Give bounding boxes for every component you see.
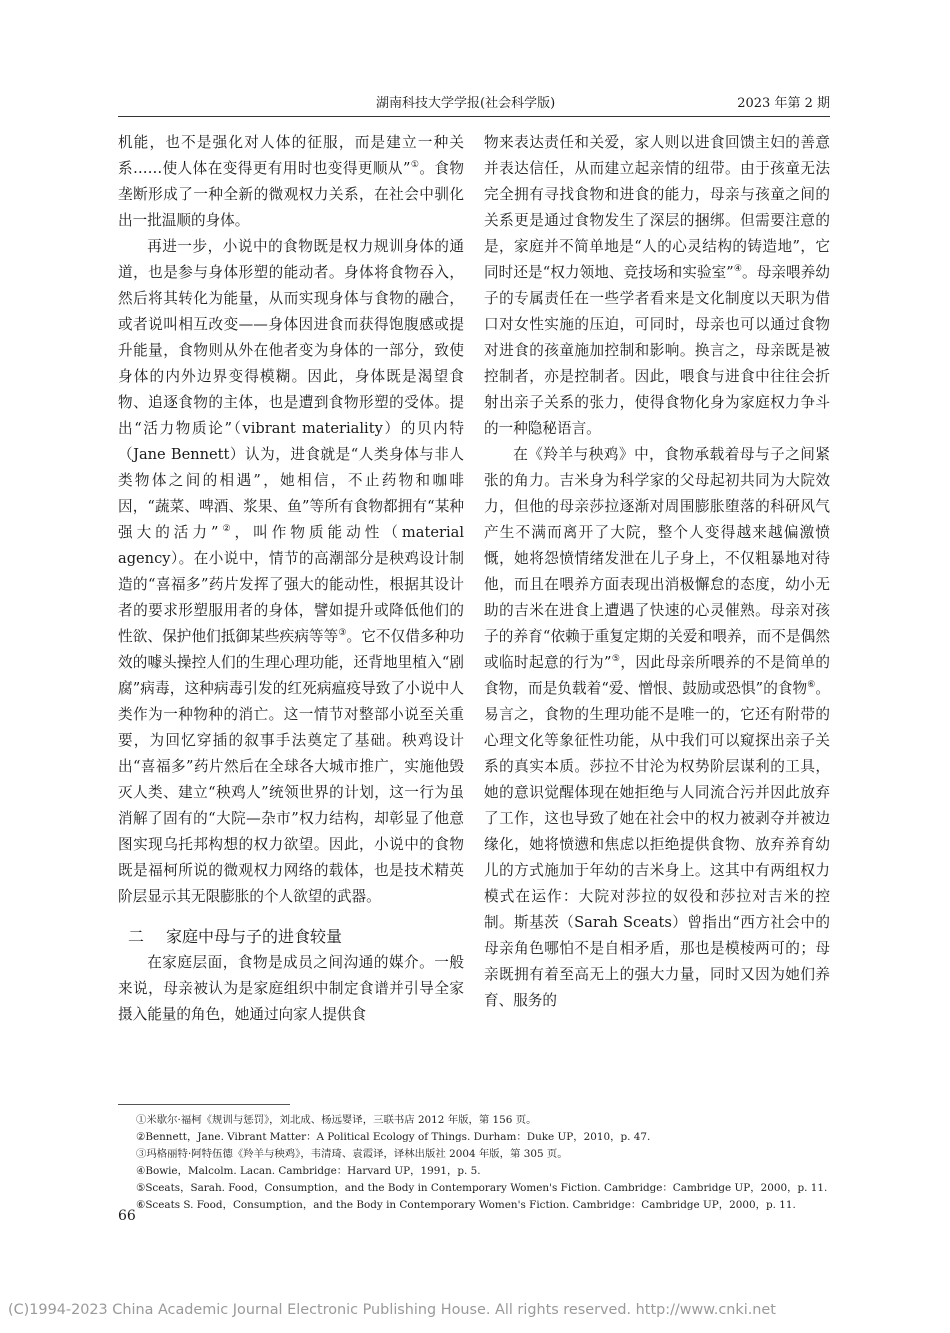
section-title: 家庭中母与子的进食较量 [166, 927, 343, 946]
footnote-rule [118, 1104, 290, 1105]
page-number: 66 [118, 1208, 136, 1224]
issue-label: 2023 年第 2 期 [737, 96, 830, 111]
footnote-ref: ② [218, 524, 235, 535]
journal-title: 湖南科技大学学报(社会科学版) [376, 96, 556, 111]
section-number: 二 [128, 927, 145, 946]
footnote-ref: ⑥ [807, 680, 816, 691]
paragraph: 再进一步，小说中的食物既是权力规训身体的通道，也是参与身体形塑的能动者。身体将食物吞入，然后将其转化为能量，从而实现身体与食物的融合，或者说叫相互改变——身体因进食而获得饱腹感或提升能量，食物则从外在他者变为身体的一部分，致使身体的内外边界变得模糊。因此，身体既是渴望食物、追逐食物的主体，也是遭到食物形塑的受体。提出“活力物质论”（vibrant materiality）的贝内特（Jane Bennett）认为，进食就是“人类身体与非人类物体之间的相遇”，她相信，不止药物和咖啡因，“蔬菜、啤酒、浆果、鱼”等所有食物都拥有“某种强大的活力”②，叫作物质能动性（material agency）。在小说中，情节的高潮部分是秧鸡设计制造的“喜福多”药片发挥了强大的能动性，根据其设计者的要求形塑服用者的身体，譬如提升或降低他们的性欲、保护他们抵御某些疾病等等③。它不仅借多种功效的噱头操控人们的生理心理功能，还背地里植入“剧腐”病毒，这种病毒引发的红死病瘟疫导致了小说中人类作为一种物种的消亡。这一情节对整部小说至关重要，为回忆穿插的叙事手法奠定了基础。秧鸡设计出“喜福多”药片然后在全球各大城市推广，实施他毁灭人类、建立“秧鸡人”统领世界的计划，这一行为虽消解了固有的“大院—杂市”权力结构，却彰显了他意图实现乌托邦构想的权力欲望。因此，小说中的食物既是福柯所说的微观权力网络的载体，也是技术精英阶层显示其无限膨胀的个人欲望的武器。 [118, 238, 464, 905]
section-heading [118, 924, 464, 950]
paragraph: 机能，也不是强化对人体的征服，而是建立一种关系……使人体在变得更有用时也变得更顺从”①。食物垄断形成了一种全新的微观权力关系，在社会中驯化出一批温顺的身体。 [118, 134, 464, 229]
footnote: ①米歇尔·福柯《规训与惩罚》，刘北成、杨远婴译，三联书店 2012 年版，第 156 页。 [136, 1114, 537, 1126]
right-column [484, 130, 830, 1014]
footnote-ref: ① [410, 160, 420, 171]
running-header [118, 92, 830, 116]
footnote: ②Bennett，Jane. Vibrant Matter：A Political Ecology of Things. Durham：Duke UP，2010，p. 47. [136, 1131, 651, 1143]
footnote-ref: ④ [733, 264, 743, 275]
footnote: ⑤Sceats，Sarah. Food，Consumption，and the Body in Contemporary Women's Fiction. Cambridge：Cambridge UP，2000，p. 11. [136, 1182, 828, 1194]
header-rule [118, 116, 830, 117]
footnote-ref: ⑤ [611, 654, 621, 665]
footnote: ③玛格丽特·阿特伍德《羚羊与秧鸡》，韦清琦、袁霞译，译林出版社 2004 年版，第 305 页。 [136, 1148, 568, 1160]
paragraph: 物来表达责任和关爱，家人则以进食回馈主妇的善意并表达信任，从而建立起亲情的纽带。由于孩童无法完全拥有寻找食物和进食的能力，母亲与孩童之间的关系更是通过食物发生了深层的捆绑。但需要注意的是，家庭并不简单地是“人的心灵结构的铸造地”，它同时还是“权力领地、竞技场和实验室”④。母亲喂养幼子的专属责任在一些学者看来是文化制度以天职为借口对女性实施的压迫，可同时，母亲也可以通过食物对进食的孩童施加控制和影响。换言之，母亲既是被控制者，亦是控制者。因此，喂食与进食中往往会折射出亲子关系的张力，使得食物化身为家庭权力争斗的一种隐秘语言。 [484, 134, 830, 437]
footnotes [136, 1112, 830, 1214]
footnote: ④Bowie，Malcolm. Lacan. Cambridge：Harvard UP，1991，p. 5. [136, 1165, 481, 1177]
left-column [118, 130, 464, 1028]
paragraph: 在《羚羊与秧鸡》中，食物承载着母与子之间紧张的角力。吉米身为科学家的父母起初共同为大院效力，但他的母亲莎拉逐渐对周围膨胀堕落的科研风气产生不满而离开了大院，整个人变得越来越偏激愤慨，她将怨愤情绪发泄在儿子身上，不仅粗暴地对待他，而且在喂养方面表现出消极懈怠的态度，幼小无助的吉米在进食上遭遇了快速的心灵催熟。母亲对孩子的养育“依赖于重复定期的关爱和喂养，而不是偶然或临时起意的行为”⑤，因此母亲所喂养的不是简单的食物，而是负载着“爱、憎恨、鼓励或恐惧”的食物⑥。易言之，食物的生理功能不是唯一的，它还有附带的心理文化等象征性功能，从中我们可以窥探出亲子关系的真实本质。莎拉不甘沦为权势阶层谋利的工具，她的意识觉醒体现在她拒绝与人同流合污并因此放弃了工作，这也导致了她在社会中的权力被剥夺并被边缘化，她将愤懑和焦虑以拒绝提供食物、放弃养育幼儿的方式施加于年幼的吉米身上。这其中有两组权力模式在运作：大院对莎拉的奴役和莎拉对吉米的控制。斯基茨（Sarah Sceats）曾指出“西方社会中的母亲角色哪怕不是自相矛盾，那也是模棱两可的；母亲既拥有着至高无上的强大力量，同时又因为她们养育、服务的 [484, 446, 830, 1009]
copyright-watermark: (C)1994-2023 China Academic Journal Electronic Publishing House. All rights reserved. http://www.cnki.net [8, 1302, 776, 1318]
paragraph: 在家庭层面，食物是成员之间沟通的媒介。一般来说，母亲被认为是家庭组织中制定食谱并引导全家摄入能量的角色，她通过向家人提供食 [118, 954, 464, 1023]
footnote-ref: ③ [338, 628, 347, 639]
footnote: ⑥Sceats S. Food，Consumption，and the Body in Contemporary Women's Fiction. Cambridge：Cambridge UP，2000，p. 11. [136, 1199, 796, 1211]
